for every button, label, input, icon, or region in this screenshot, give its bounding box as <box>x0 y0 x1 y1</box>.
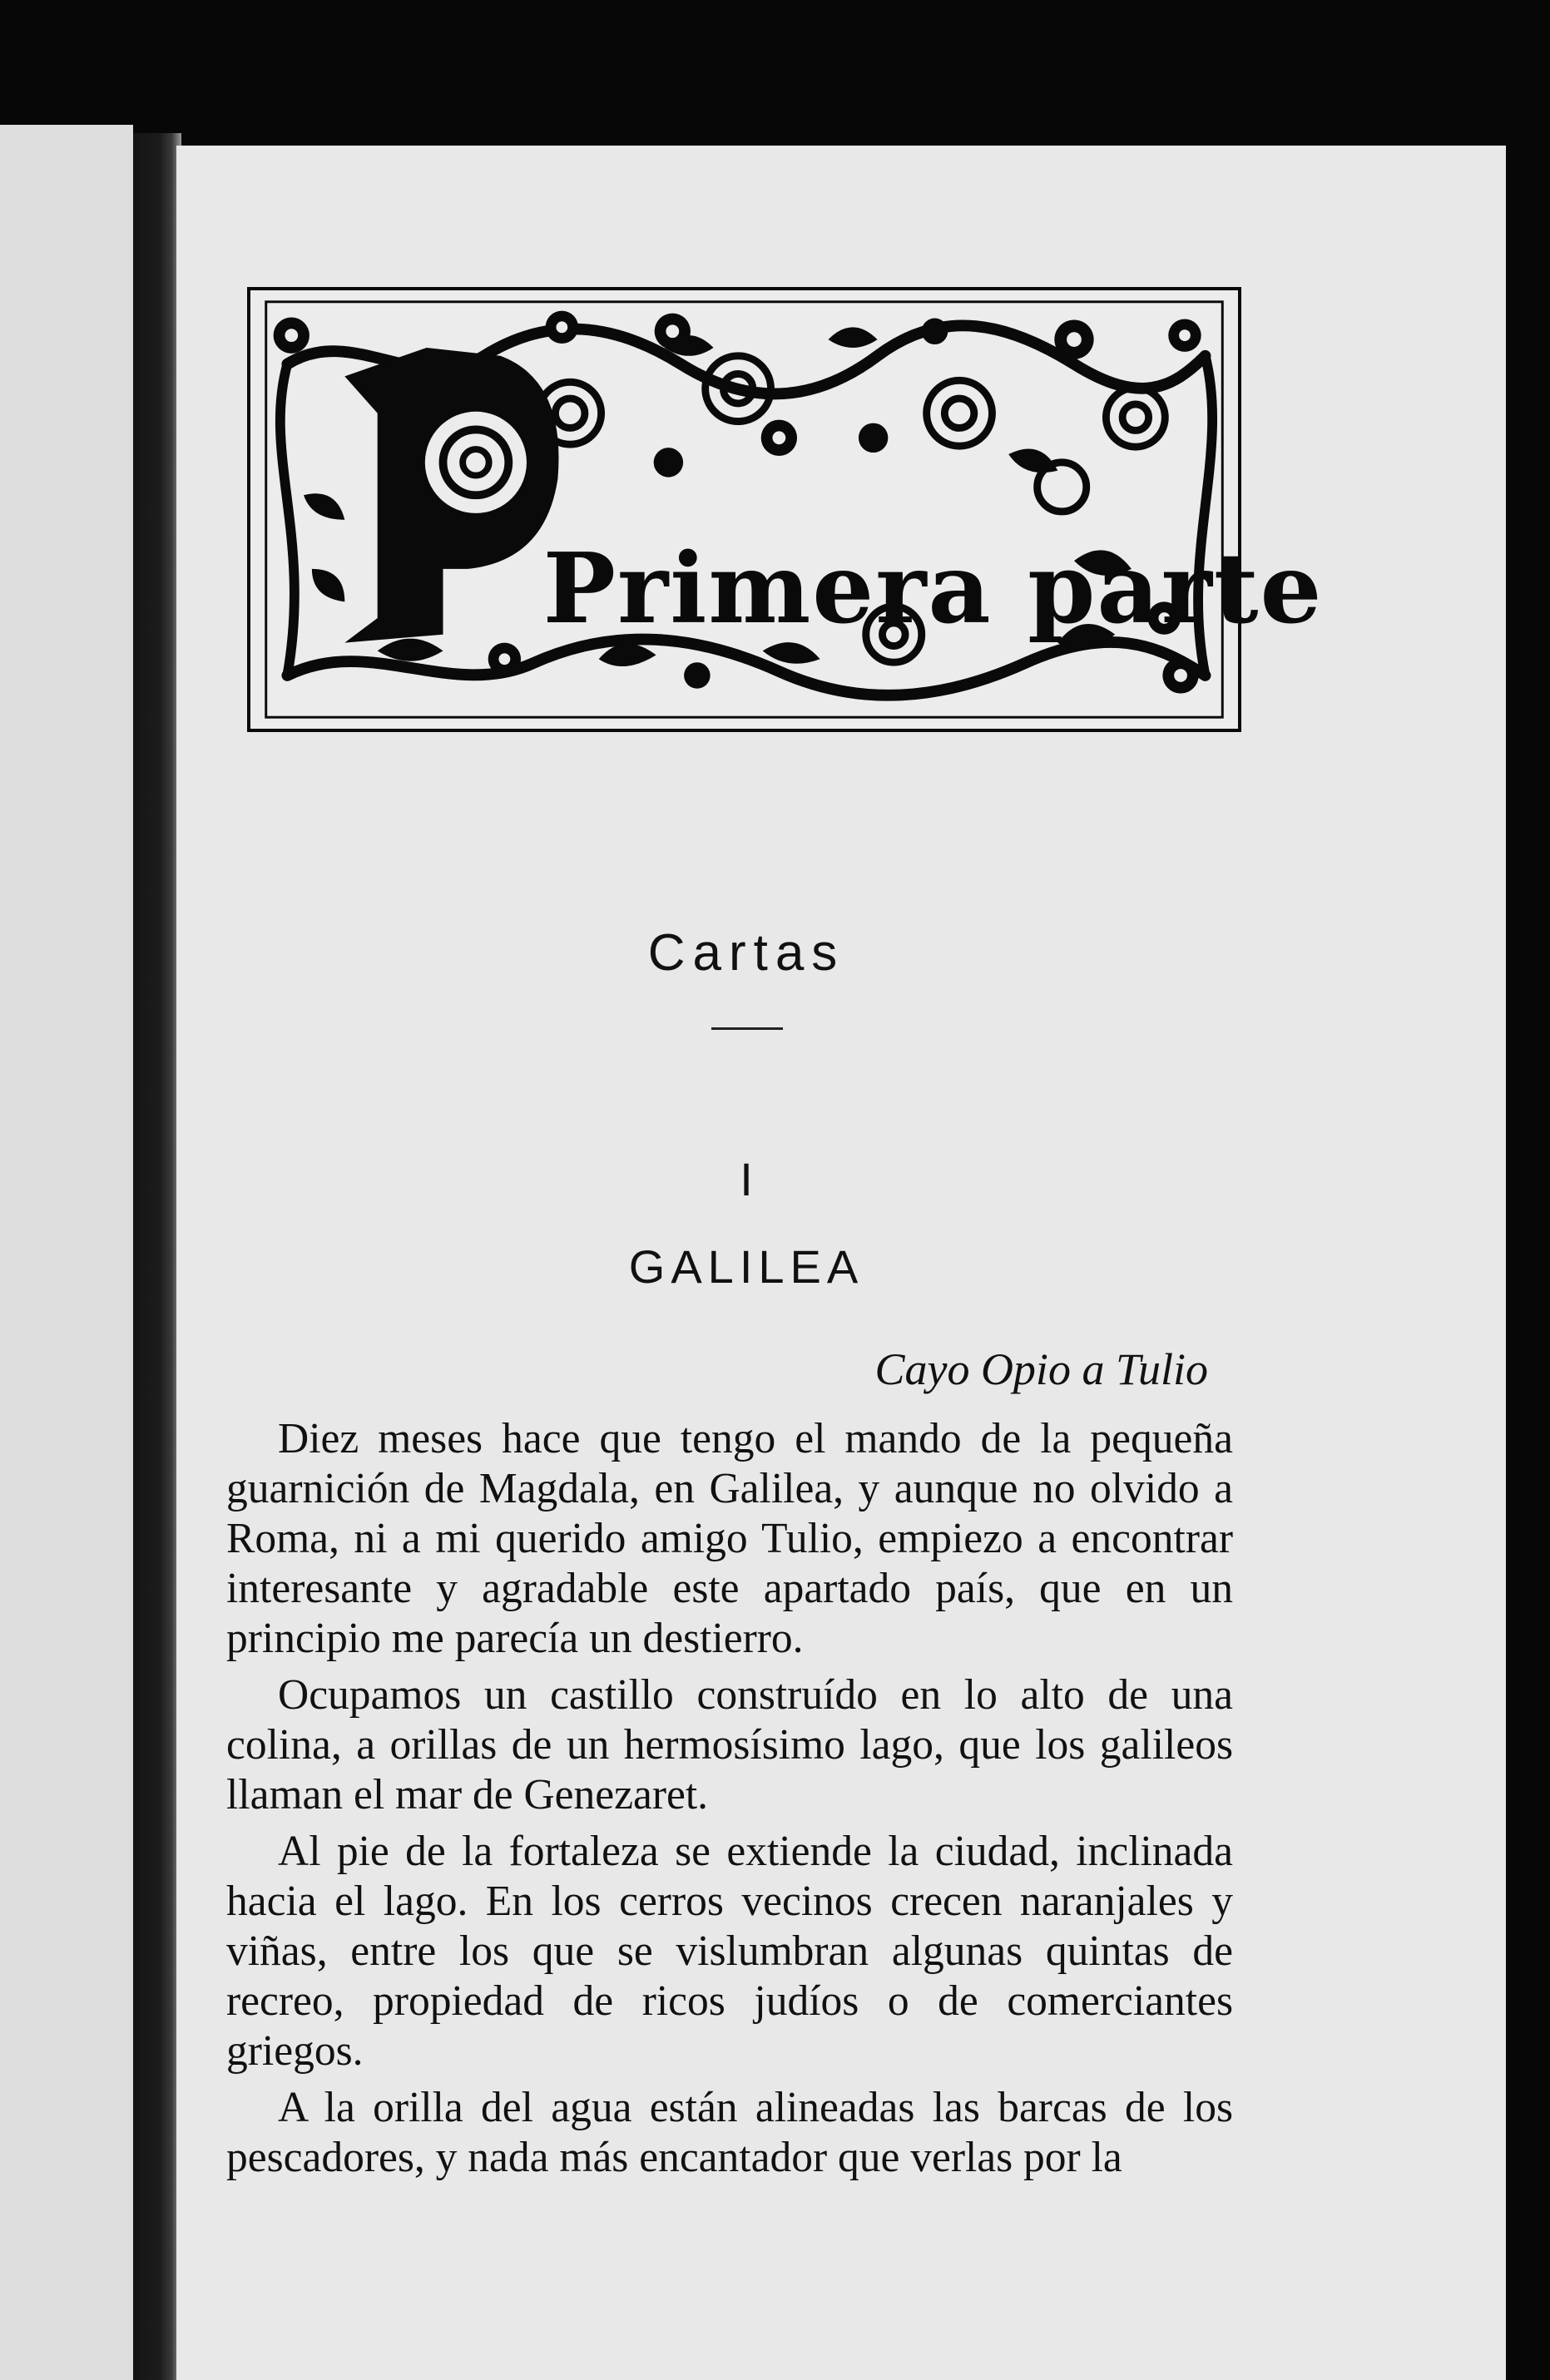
book-page <box>176 146 1506 2380</box>
divider <box>711 1027 783 1030</box>
section-heading: Cartas <box>647 924 845 982</box>
banner-title: Primera parte <box>542 532 1324 646</box>
book-gutter <box>133 133 181 2380</box>
paragraph: Ocupamos un castillo construído en lo alto de una colina, a orillas de un hermosísimo lago, que los galileos llaman el mar de Genezaret. <box>226 1671 1233 1818</box>
paragraph: A la orilla del agua están alineadas las barcas de los pescadores, y nada más encantador que verlas por la <box>226 2084 1233 2181</box>
body-text <box>226 1414 1233 2190</box>
floral-ornament <box>250 290 1324 729</box>
chapter-number: I <box>740 1153 753 1205</box>
letter-salutation: Cayo Opio a Tulio <box>874 1344 1208 1394</box>
paragraph: Diez meses hace que tengo el mando de la pequeña guarnición de Magdala, en Galilea, y aunque no olvido a Roma, ni a mi querido amigo Tulio, empiezo a encontrar interesante y agradable este apartado país, que en un principio me parecía un destierro. <box>226 1415 1233 1662</box>
previous-page-edge <box>0 125 133 2380</box>
ornamental-title-banner <box>247 287 1324 732</box>
paragraph: Al pie de la fortaleza se extiende la ciudad, inclinada hacia el lago. En los cerros vecinos crecen naranjales y viñas, entre los que se vislumbran algunas quintas de recreo, propiedad de ricos judíos o de comerciantes griegos. <box>226 1828 1233 2075</box>
chapter-title: GALILEA <box>628 1240 864 1293</box>
